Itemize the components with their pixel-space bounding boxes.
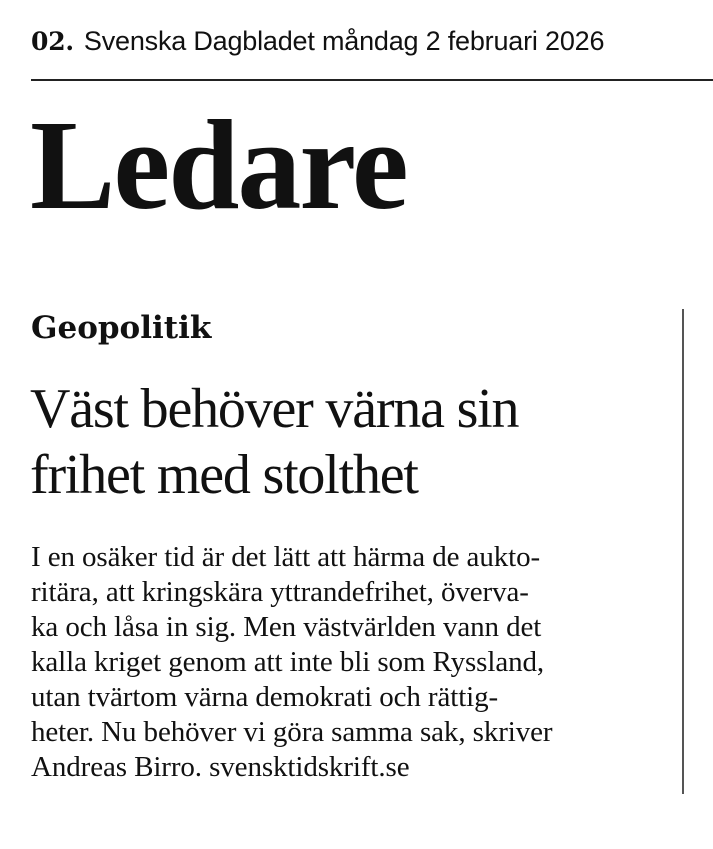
- ingress-line: ritära, att kringskära yttrandefrihet, överva-: [31, 576, 529, 608]
- ingress-line: I en osäker tid är det lätt att härma de aukto-: [31, 541, 541, 573]
- page-number: 02.: [31, 27, 74, 56]
- ingress-line: kalla kriget genom att inte bli som Ryssland,: [31, 646, 545, 678]
- header-divider: [31, 79, 713, 81]
- page-header: [31, 26, 604, 57]
- ingress-line: ka och låsa in sig. Men västvärlden vann det: [31, 611, 542, 643]
- article-kicker: Geopolitik: [31, 310, 212, 346]
- headline-line: frihet med stolthet: [30, 444, 418, 506]
- ingress-line: utan tvärtom värna demokrati och rättig-: [31, 681, 499, 713]
- column-divider: [682, 309, 684, 794]
- ingress-line: heter. Nu behöver vi göra samma sak, skriver: [31, 716, 553, 748]
- publication-line: Svenska Dagbladet måndag 2 februari 2026: [83, 26, 605, 56]
- article-ingress: [31, 540, 671, 785]
- ingress-line: Andreas Birro. svensktidskrift.se: [31, 751, 410, 783]
- headline-line: Väst behöver värna sin: [30, 378, 519, 440]
- article-headline: [30, 376, 670, 508]
- section-title: Ledare: [30, 94, 407, 236]
